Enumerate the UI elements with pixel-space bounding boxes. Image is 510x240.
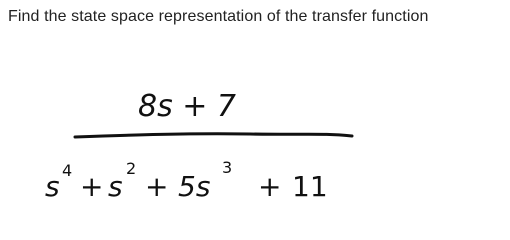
denominator-plus-1: + [80, 170, 104, 203]
denominator-term-5s3-base: 5s [178, 170, 211, 203]
numerator-text: 8s + 7 [138, 89, 237, 124]
numerator [138, 89, 236, 124]
fraction-bar [75, 134, 352, 137]
denominator-term-s4-exponent: 4 [62, 161, 73, 180]
denominator [45, 158, 328, 203]
denominator-term-s2-base: s [108, 170, 123, 203]
denominator-term-s2-exponent: 2 [126, 159, 137, 178]
denominator-constant-11: 11 [292, 170, 328, 203]
denominator-plus-3: + [258, 170, 282, 203]
question-text: Find the state space representation of the transfer function [8, 8, 429, 25]
denominator-term-5s3-exponent: 3 [222, 158, 233, 177]
denominator-plus-2: + [145, 170, 169, 203]
denominator-term-s4-base: s [45, 170, 60, 203]
